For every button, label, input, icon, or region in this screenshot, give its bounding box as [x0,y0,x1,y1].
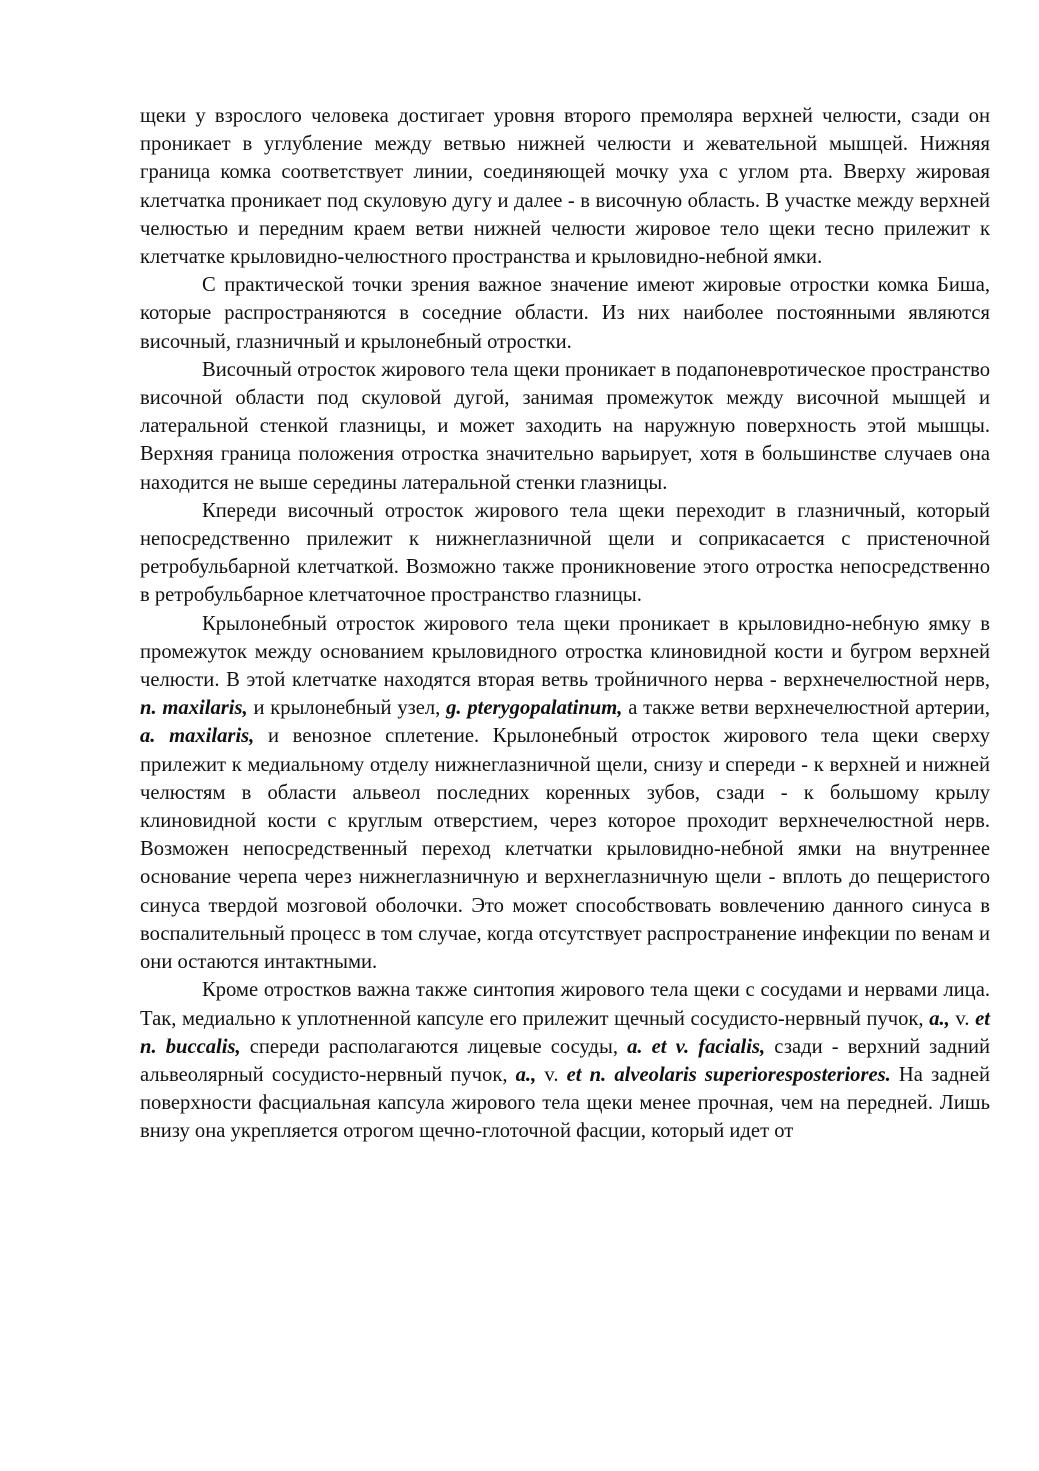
paragraph-text: На задней поверхности фасциальная капсула жирового тела щеки менее прочная, чем на передней. Лишь внизу она укрепляется отрогом щечно-глоточной фасции, который идет от [140,1063,991,1143]
latin-anatomical-term: n. maxilaris, [140,697,248,720]
latin-anatomical-term: et n. buccalis, [140,1007,990,1058]
paragraph-text: а также ветви верхнечелюстной артерии, [622,697,990,720]
latin-anatomical-term: g. pterygopalatinum, [446,697,623,720]
body-paragraph [140,497,990,610]
paragraph-text: v. [949,1007,976,1030]
body-paragraph [140,610,990,977]
latin-anatomical-term: et n. alveolaris superioresposteriores. [566,1063,891,1086]
latin-anatomical-term: a. et v. facialis, [627,1035,766,1058]
paragraph-text: сзади - верхний задний альвеолярный сосудисто-нервный пучок, [140,1035,991,1086]
latin-anatomical-term: a., [515,1063,537,1086]
body-paragraph [140,271,990,356]
latin-anatomical-term: a., [929,1007,950,1030]
paragraph-text: и венозное сплетение. Крылонебный отросток жирового тела щеки сверху прилежит к медиальному отделу нижнеглазничной щели, снизу и спереди - к верхней и нижней челюстям в области альвеол последних коренных зубов, сзади - к большому крылу клиновидной кости с круглым отверстием, через которое проходит верхнечелюстной нерв. Возможен непосредственный переход клетчатки крыловидно-небной ямки на внутреннее основание черепа через нижнеглазничную и верхнеглазничную щели - вплоть до пещеристого синуса твердой мозговой оболочки. Это может способствовать вовлечению данного синуса в воспалительный процесс в том случае, когда отсутствует распространение инфекции по венам и они остаются интактными. [140,725,990,974]
document-page [140,102,990,1146]
paragraph-text: щеки у взрослого человека достигает уровня второго премоляра верхней челюсти, сзади он проникает в углубление между ветвью нижней челюсти и жевательной мышцей. Нижняя граница комка соответствует линии, соединяющей мочку уха с углом рта. Вверху жировая клетчатка проникает под скуловую дугу и далее - в височную область. В участке между верхней челюстью и передним краем ветви нижней челюсти жировое тело щеки тесно прилежит к клетчатке крыловидно-челюстного пространства и крыловидно-небной ямки. [140,105,990,269]
paragraph-text: Крылонебный отросток жирового тела щеки проникает в крыловидно-небную ямку в промежуток между основанием крыловидного отростка клиновидной кости и бугром верхней челюсти. В этой клетчатке находятся вторая ветвь тройничного нерва - верхнечелюстной нерв, [140,612,990,692]
paragraph-text: Кпереди височный отросток жирового тела щеки переходит в глазничный, который непосредственно прилежит к нижнеглазничной щели и соприкасается с пристеночной ретробульбарной клетчаткой. Возможно также проникновение этого отростка непосредственно в ретробульбарное клетчаточное пространство глазницы. [140,499,990,607]
paragraph-text: спереди располагаются лицевые сосуды, [240,1035,628,1058]
paragraph-text: и крылонебный узел, [247,697,447,720]
paragraph-text: С практической точки зрения важное значение имеют жировые отростки комка Биша, которые распространяются в соседние области. Из них наиболее постоянными являются височный, глазничный и крылонебный отростки. [140,274,990,353]
paragraph-text: Кроме отростков важна также синтопия жирового тела щеки с сосудами и нервами лица. Так, медиально к уплотненной капсуле его прилежит щечный сосудисто-нервный пучок, [140,979,990,1030]
body-paragraph [140,356,990,497]
latin-anatomical-term: a. maxilaris, [140,725,255,748]
body-paragraph [140,102,990,271]
paragraph-text: v. [536,1063,567,1086]
body-paragraph [140,976,990,1145]
paragraph-text: Височный отросток жирового тела щеки проникает в подапоневротическое пространство височной области под скуловой дугой, занимая промежуток между височной мышцей и латеральной стенкой глазницы, и может заходить на наружную поверхность этой мышцы. Верхняя граница положения отростка значительно варьирует, хотя в большинстве случаев она находится не выше середины латеральной стенки глазницы. [140,358,990,494]
